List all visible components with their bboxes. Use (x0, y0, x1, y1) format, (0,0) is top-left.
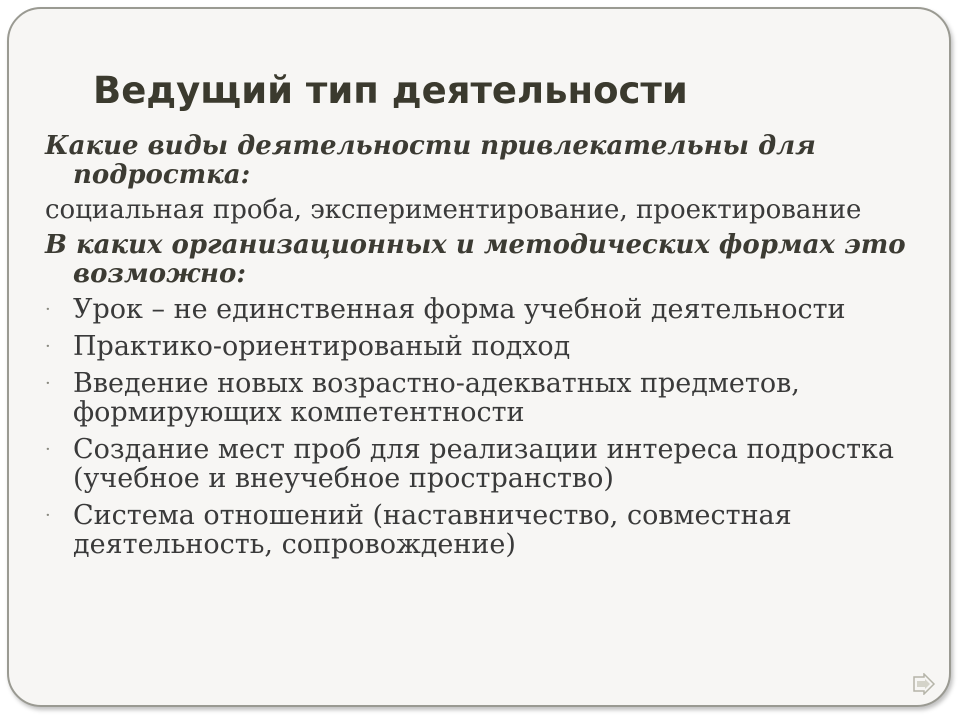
bullet-dot-icon: · (45, 373, 51, 394)
bullet-item (45, 332, 935, 361)
bullet-text: Введение новых возрастно-адекватных предметов, формирующих компетентности (73, 368, 800, 428)
bullet-text: Создание мест проб для реализации интереса подростка (учебное и внеучебное пространство) (73, 434, 894, 494)
corner-ornament-icon (911, 673, 937, 695)
bullet-list (45, 295, 935, 559)
bullet-item (45, 369, 935, 427)
question-1: Какие виды деятельности привлекательны для подростка: (45, 131, 816, 190)
bullet-item (45, 295, 935, 324)
bullet-item (45, 501, 935, 559)
bullet-dot-icon: · (45, 336, 51, 357)
slide-frame (7, 7, 951, 707)
bullet-text: Урок – не единственная форма учебной деятельности (73, 294, 846, 325)
bullet-dot-icon: · (45, 505, 51, 526)
answer-1: социальная проба, экспериментирование, проектирование (45, 195, 862, 225)
bullet-dot-icon: · (45, 439, 51, 460)
bullet-text: Практико-ориентированый подход (73, 331, 571, 362)
question-2: В каких организационных и методических формах это возможно: (45, 230, 906, 289)
bullet-text: Система отношений (наставничество, совместная деятельность, сопровождение) (73, 500, 792, 560)
slide-title: Ведущий тип деятельности (93, 69, 688, 112)
slide-body (45, 132, 935, 567)
bullet-dot-icon: · (45, 299, 51, 320)
bullet-item (45, 435, 935, 493)
